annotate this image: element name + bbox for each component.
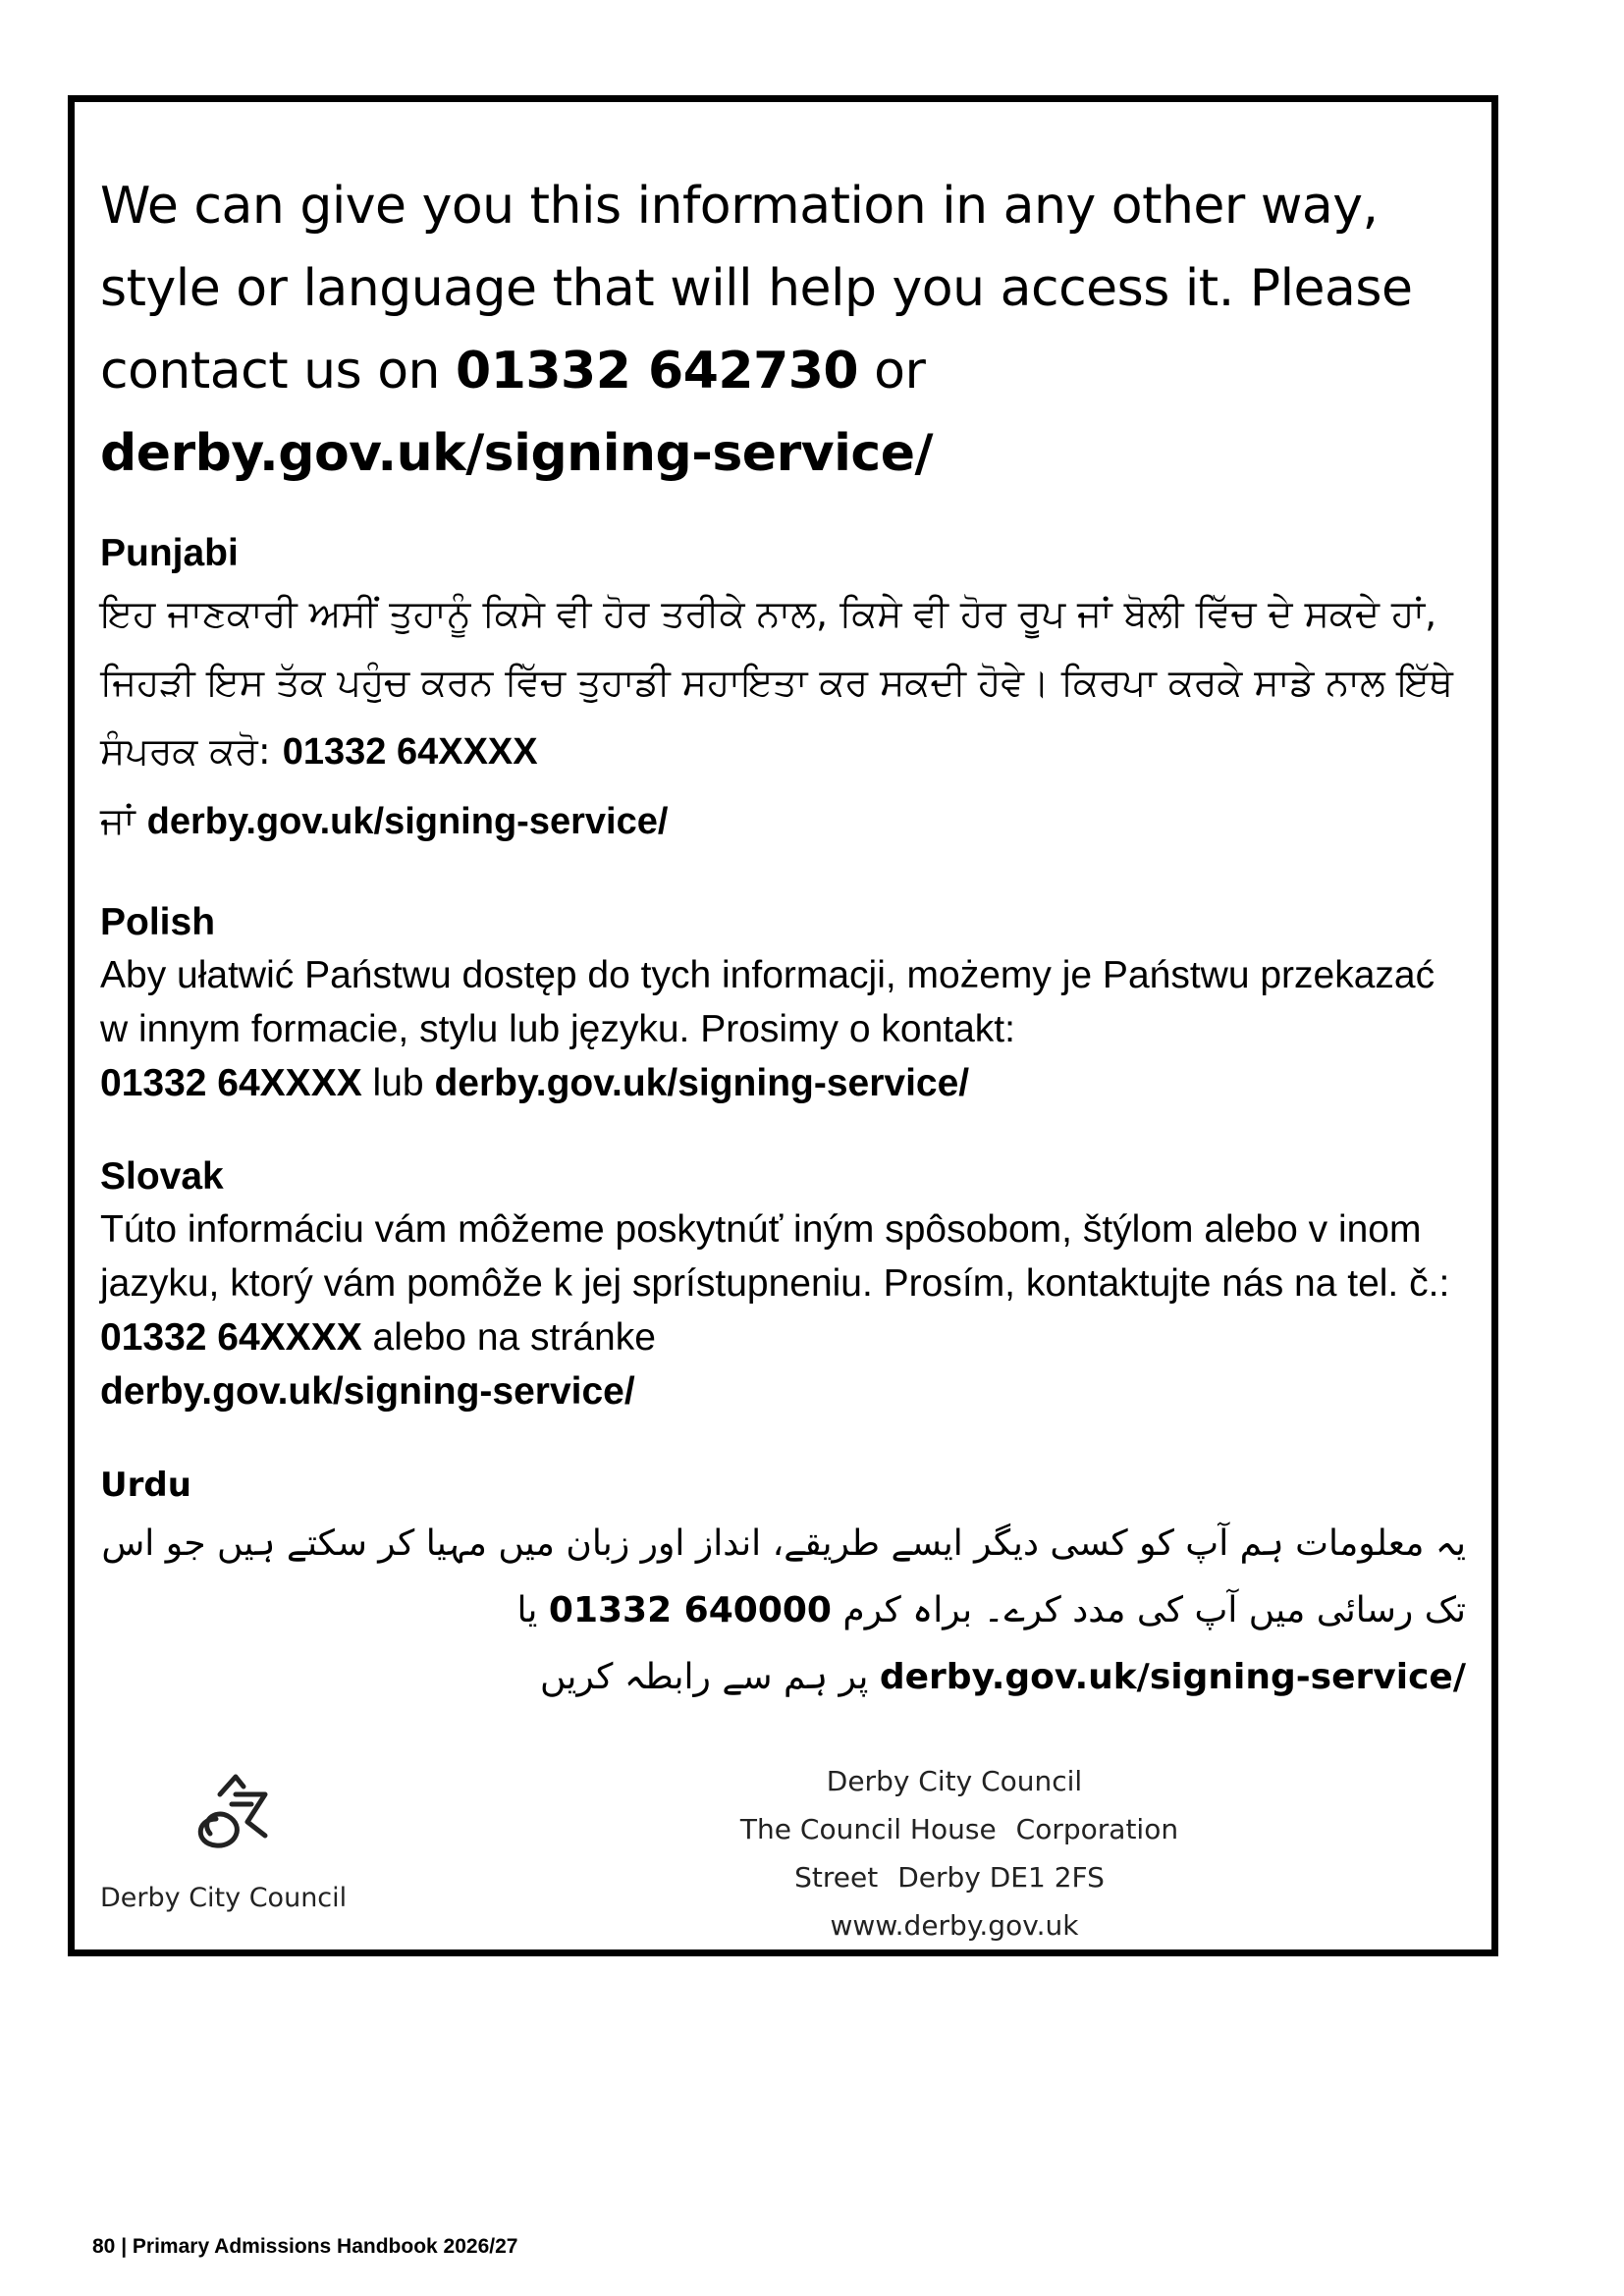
urdu-text-end: پر ہم سے رابطہ کریں: [539, 1657, 880, 1697]
slovak-paragraph: [100, 1202, 1466, 1418]
polish-or: lub: [361, 1062, 435, 1104]
heading-slovak: Slovak: [100, 1155, 224, 1198]
polish-text: Aby ułatwić Państwu dostęp do tych informacji, możemy je Państwu przekazać w innym formacie, stylu lub języku. Prosimy o kontakt:: [100, 954, 1435, 1050]
logo-wordmark: Derby City Council: [100, 1883, 348, 1913]
section-polish: [100, 899, 1466, 1110]
urdu-paragraph: [100, 1511, 1466, 1711]
address-building: The Council House: [739, 1813, 997, 1845]
polish-phone: 01332 64XXXX: [100, 1062, 362, 1104]
polish-url: derby.gov.uk/signing-service/: [434, 1062, 970, 1104]
punjabi-text: ਇਹ ਜਾਣਕਾਰੀ ਅਸੀਂ ਤੁਹਾਨੂੰ ਕਿਸੇ ਵੀ ਹੋਰ ਤਰੀਕੇ ਨਾਲ, ਕਿਸੇ ਵੀ ਹੋਰ ਰੂਪ ਜਾਂ ਬੋਲੀ ਵਿੱਚ ਦੇ ਸਕਦੇ ਹਾਂ, ਜਿਹੜੀ ਇਸ ਤੱਕ ਪਹੁੰਚ ਕਰਨ ਵਿੱਚ ਤੁਹਾਡੀ ਸਹਾਇਤਾ ਕਰ ਸਕਦੀ ਹੋਵੇ। ਕਿਰਪਾ ਕਰਕੇ ਸਾਡੇ ਨਾਲ ਇੱਥੇ ਸੰਪਰਕ ਕਰੋ:: [100, 592, 1453, 773]
council-address: [650, 1757, 1259, 1949]
address-street: Corporation Street: [794, 1813, 1179, 1894]
intro-or: or: [858, 342, 926, 400]
council-website-link[interactable]: www.derby.gov.uk: [830, 1909, 1079, 1942]
punjabi-phone: 01332 64XXXX: [282, 731, 538, 773]
punjabi-url: derby.gov.uk/signing-service/: [146, 801, 669, 842]
urdu-phone: 01332 640000: [548, 1590, 832, 1630]
section-punjabi: [100, 530, 1466, 856]
intro-phone: 01332 642730: [456, 342, 859, 400]
slovak-text: Túto informáciu vám môžeme poskytnúť iným spôsobom, štýlom alebo v inom jazyku, ktorý vám pomôže k jej sprístupneniu. Prosím, kontaktujte nás na tel. č.:: [100, 1208, 1450, 1305]
info-box-content: [100, 165, 1466, 1711]
heading-polish: Polish: [100, 901, 216, 943]
urdu-text: یہ معلومات ہم آپ کو کسی دیگر ایسے طریقے، انداز اور زبان میں مہیا کر سکتے ہیں جو اس تک رسائی میں آپ کی مدد کرے۔ براہ کرم: [101, 1523, 1466, 1630]
intro-text: We can give you this information in any other way, style or language that will help you access it. Please contact us on: [100, 177, 1413, 400]
page-footer: 80 | Primary Admissions Handbook 2026/27: [92, 2235, 518, 2258]
slovak-url: derby.gov.uk/signing-service/: [100, 1370, 635, 1413]
ram-logo-icon: [177, 1765, 285, 1863]
urdu-or: یا: [516, 1590, 549, 1630]
address-name: Derby City Council: [826, 1765, 1083, 1797]
slovak-or: alebo na stránke: [361, 1316, 656, 1359]
urdu-url: derby.gov.uk/signing-service/: [879, 1657, 1466, 1697]
punjabi-or: ਜਾਂ: [100, 799, 147, 842]
council-footer: [100, 1745, 1466, 1942]
info-box: [68, 95, 1498, 1956]
section-slovak: [100, 1153, 1466, 1418]
intro-paragraph: [100, 165, 1466, 495]
section-urdu: [100, 1462, 1466, 1711]
address-line: [650, 1805, 1259, 1901]
polish-paragraph: [100, 948, 1466, 1110]
heading-punjabi: Punjabi: [100, 532, 239, 574]
intro-url: derby.gov.uk/signing-service/: [100, 424, 934, 483]
council-logo: [100, 1765, 348, 1932]
heading-urdu: Urdu: [100, 1466, 191, 1505]
address-city: Derby DE1 2FS: [897, 1861, 1105, 1894]
slovak-phone: 01332 64XXXX: [100, 1316, 362, 1359]
punjabi-paragraph: [100, 579, 1466, 856]
